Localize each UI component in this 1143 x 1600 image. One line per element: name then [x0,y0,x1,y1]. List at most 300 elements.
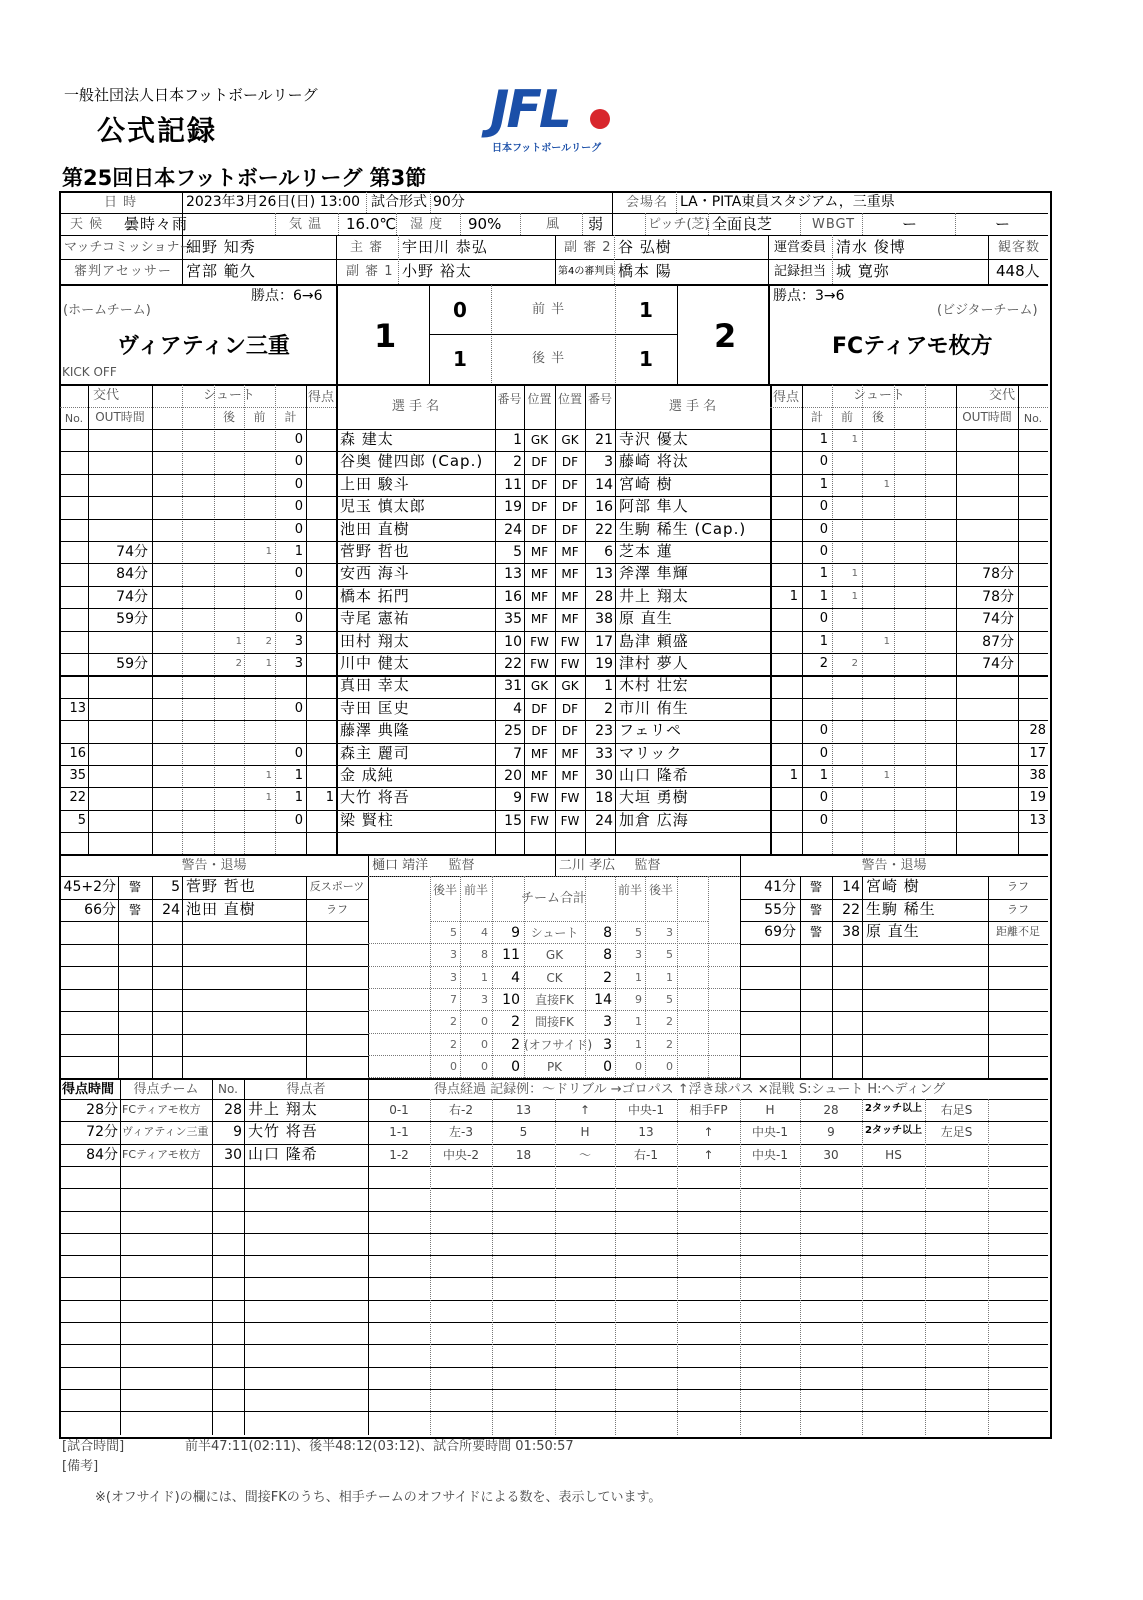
away-cards-header: 警告・退場 [861,858,927,873]
home-cards-header: 警告・退場 [181,858,247,873]
home-after-half-header: 後半 [432,883,457,897]
goal-process-step: 30 [823,1148,839,1162]
home-manager-name: 樋口 靖洋 [372,858,429,873]
temp-label: 気 温 [289,217,323,232]
away-sub-no: 13 [1029,813,1046,828]
away-player-number: 21 [595,432,613,448]
wbgt-value: ー [902,215,918,233]
away-player-number: 24 [595,813,613,829]
away-player-name: 斧澤 隼輝 [619,564,689,582]
home-player-number: 10 [504,634,522,650]
recorder-value: 城 寛弥 [836,262,890,280]
away-total-value: 8 [603,925,612,941]
home-label: (ホームチーム) [63,303,151,318]
away-1st-half-value: 5 [635,926,642,939]
away-player-number: 19 [595,656,613,672]
goal-team-header: 得点チーム [133,1082,199,1097]
doc-title: 公式記録 [97,114,218,147]
home-player-position: GK [530,679,549,693]
card-player-name: 菅野 哲也 [186,877,256,895]
away-2nd-half-value: 3 [666,926,673,939]
home-total-value: 11 [502,947,520,963]
away-player-name: 津村 夢人 [619,654,689,672]
home-player-number: 25 [504,723,522,739]
away-total-value: 8 [603,947,612,963]
card-time: 66分 [84,902,116,918]
home-shot-total: 3 [294,656,303,671]
card-reason: ラフ [1007,903,1029,916]
away-player-name: 寺沢 優太 [619,430,689,448]
away-player-name: 生駒 稀生 (Cap.) [619,520,747,538]
match-commissioner-value: 細野 知秀 [186,238,256,256]
home-total-value: 9 [511,925,520,941]
away-shot-total: 1 [819,634,828,649]
assessor-label: 審判アセッサー [74,264,172,279]
away-player-number: 18 [595,790,613,806]
home-player-name: 真田 幸太 [340,676,410,694]
card-player-name: 宮崎 樹 [866,877,920,895]
home-total-value: 4 [511,970,520,986]
goal-scorer-name: 山口 隆希 [248,1145,318,1163]
home-out-time: 74分 [116,589,148,605]
match-commissioner-label: マッチコミッショナー [64,240,193,255]
stat-label: PK [546,1060,563,1074]
recorder-label: 記録担当 [774,264,827,279]
away-shot-total: 0 [819,499,828,514]
assessor-value: 宮部 範久 [186,262,256,280]
home-shot-total: 3 [294,634,303,649]
home-2nd-half-value: 7 [450,993,457,1006]
venue-label: 会場名 [626,195,669,210]
away-player-name: 市川 侑生 [619,699,689,717]
offside-note: ※(オフサイド)の欄には、間接FKのうち、相手チームのオフサイドによる数を、表示しています。 [95,1490,662,1505]
home-player-number: 7 [513,746,522,762]
away-manager-header: 監督 [634,858,661,873]
goal-process-step: 左足S [940,1125,973,1139]
away-1st-half-value: 1 [635,971,642,984]
away-player-position: FW [560,635,580,649]
away-shot-before: 1 [851,434,858,445]
goal-process-step: 右-1 [634,1148,658,1162]
card-player-number: 14 [842,879,860,895]
home-player-position: DF [531,702,548,716]
home-player-number: 19 [504,499,522,515]
home-shot-before: 1 [265,546,272,557]
away-player-position: MF [561,590,579,604]
home-shot-total: 0 [294,746,303,761]
card-reason: ラフ [1007,880,1029,893]
home-total-value: 0 [511,1059,520,1075]
stat-label: (オフサイド) [524,1038,593,1052]
card-player-number: 22 [842,902,860,918]
goal-no-header: No. [218,1082,238,1096]
away-player-number: 1 [604,678,613,694]
away-shot-total: 1 [819,432,828,447]
match-time-value: 前半47:11(02:11)、後半48:12(03:12)、試合所要時間 01:50:57 [185,1439,574,1454]
home-player-number: 13 [504,566,522,582]
home-no-header: No. [64,412,84,425]
goal-time: 84分 [86,1147,118,1163]
away-shot-total: 0 [819,790,828,805]
home-out-time: 59分 [116,656,148,672]
home-shot-after: 1 [235,636,242,647]
home-1st-half-value: 3 [481,993,488,1006]
away-player-number: 2 [604,701,613,717]
home-player-position: FW [530,814,549,828]
away-player-number: 13 [595,566,613,582]
away-before-header: 前 [840,410,853,424]
card-time: 69分 [764,924,796,940]
card-reason: ラフ [326,903,348,916]
home-1st-half-value: 0 [481,1060,488,1073]
home-2nd-half-value: 2 [450,1015,457,1028]
away-player-name: 芝本 蓮 [619,542,673,560]
home-out-header: OUT時間 [95,410,145,424]
home-goal-header: 得点 [307,390,334,405]
away-2nd-half-value: 2 [666,1038,673,1051]
home-num-header: 番号 [497,392,522,406]
away-player-name: 加倉 広海 [619,811,689,829]
away-1st-half-value: 1 [635,1038,642,1051]
away-shot-total: 0 [819,813,828,828]
away-num-header: 番号 [587,392,612,406]
home-shot-before: 1 [265,658,272,669]
card-type: 警 [809,903,822,917]
home-player-number: 22 [504,656,522,672]
home-player-number: 20 [504,768,522,784]
away-shot-total: 1 [819,477,828,492]
logo-subtitle: 日本フットボールリーグ [492,143,602,154]
away-player-name: マリック [619,744,683,762]
home-sub-header: 交代 [92,388,119,403]
away-total-value: 0 [603,1059,612,1075]
home-player-name: 田村 翔太 [340,632,410,650]
ops-value: 清水 俊博 [836,238,906,256]
away-sub-no: 19 [1029,790,1046,805]
away-total-header: 計 [810,410,823,424]
home-player-name: 森主 麗司 [340,744,410,762]
away-player-name: フェリペ [619,721,682,739]
home-player-number: 5 [513,544,522,560]
home-player-name: 梁 賢柱 [340,811,394,829]
goal-process-step: 中央-1 [752,1148,788,1162]
stat-label: シュート [530,926,579,940]
goal-process-step: 28 [823,1103,839,1117]
stat-label: CK [546,971,563,985]
attendance-label: 観客数 [998,240,1041,255]
referee-label: 主 審 [350,240,384,255]
away-goals: 1 [789,768,798,783]
away-player-position: MF [561,769,579,783]
home-total-value: 10 [502,992,520,1008]
home-shot-total: 1 [294,768,303,783]
second-half-label: 後 半 [532,351,566,366]
away-2nd-half-value: 5 [666,993,673,1006]
home-shot-total: 0 [294,454,303,469]
away-team: FCティアモ枚方 [832,334,993,359]
goal-scorer-name: 大竹 将吾 [248,1122,318,1140]
away-2nd-half-value: 0 [666,1060,673,1073]
away-out-time: 78分 [982,566,1014,582]
goal-process-step: 中央-1 [628,1103,664,1117]
away-before-half-header: 前半 [617,883,642,897]
away-1st-half-value: 3 [635,948,642,961]
away-total-score: 2 [714,317,737,355]
home-player-position: MF [530,567,549,581]
home-player-position: MF [530,747,549,761]
home-sub-no: 16 [69,746,86,761]
home-player-position: MF [530,545,549,559]
home-player-name: 橋本 拓門 [340,587,410,605]
home-player-position: DF [531,500,548,514]
card-player-number: 24 [162,902,180,918]
card-player-number: 38 [842,924,860,940]
goal-team: FCティアモ枚方 [122,1148,201,1161]
away-shot-total: 0 [819,746,828,761]
away-shot-total: 0 [819,522,828,537]
away-total-value: 2 [603,970,612,986]
date-label: 日 時 [104,195,138,210]
away-player-position: MF [561,747,579,761]
referee-value: 宇田川 恭弘 [402,238,488,256]
home-shot-total: 0 [294,813,303,828]
wind-label: 風 [546,217,561,232]
home-team: ヴィアティン三重 [117,334,290,359]
away-goals: 1 [789,589,798,604]
humidity-value: 90% [468,215,502,233]
goal-process-step: 右-2 [449,1103,473,1117]
home-player-position: FW [530,635,549,649]
away-player-position: DF [561,455,579,469]
away-player-position: DF [561,724,579,738]
home-player-position: FW [530,657,549,671]
away-2nd-half-value: 2 [666,1015,673,1028]
goal-scorer-header: 得点者 [286,1082,326,1097]
kickoff-label: KICK OFF [62,365,117,379]
home-player-position: DF [531,523,548,537]
away-out-time: 78分 [982,589,1014,605]
home-player-header: 選 手 名 [391,399,440,414]
away-shot-before: 1 [851,591,858,602]
home-player-name: 金 成純 [340,766,394,784]
goal-team: FCティアモ枚方 [122,1103,201,1116]
away-no-header: No. [1023,412,1043,425]
away-total-value: 3 [603,1037,612,1053]
away-player-name: 木村 壮宏 [619,676,689,694]
home-shot-before: 1 [265,770,272,781]
goal-process-step: HS [885,1148,902,1162]
goal-time-header: 得点時間 [62,1082,115,1097]
goal-player-number: 28 [224,1102,242,1118]
home-player-position: DF [531,724,548,738]
wbgt-value-2: ー [995,215,1011,233]
ar2-label: 副 審 2 [564,240,612,255]
home-shot-before: 1 [265,792,272,803]
goal-process-step: H [765,1103,775,1117]
goal-process-step: 2タッチ以上 [865,1103,922,1114]
home-pos-header: 位置 [527,392,552,406]
home-player-position: FW [530,791,549,805]
goal-process-step: 13 [515,1103,532,1117]
away-after-header: 後 [871,410,884,424]
goal-scorer-name: 井上 翔太 [248,1100,318,1118]
away-player-position: MF [561,545,579,559]
home-2nd-half-value: 0 [450,1060,457,1073]
home-player-name: 谷奥 健四郎 (Cap.) [340,452,484,470]
attendance-value: 448人 [996,262,1040,280]
card-player-name: 原 直生 [866,922,920,940]
goal-process-step: ↑ [579,1103,591,1117]
home-1st-half-value: 8 [481,948,488,961]
away-shot-total: 1 [819,768,828,783]
home-player-position: GK [530,433,549,447]
weather-label: 天 候 [70,217,104,232]
away-label: (ビジターチーム) [937,303,1038,318]
home-first-half: 0 [453,298,467,322]
stat-label: 間接FK [535,1015,574,1029]
home-shot-total: 0 [294,589,303,604]
home-player-number: 1 [513,432,522,448]
card-type: 警 [128,880,141,894]
away-total-value: 3 [603,1014,612,1030]
match-title: 第25回日本フットボールリーグ 第3節 [62,166,427,190]
goal-process-step: 18 [515,1148,532,1162]
away-player-position: DF [561,523,579,537]
home-out-time: 59分 [116,611,148,627]
home-player-number: 15 [504,813,522,829]
away-player-number: 14 [595,477,613,493]
pitch-value: 全面良芝 [712,215,773,233]
home-player-name: 安西 海斗 [340,564,410,582]
away-shot-before: 1 [851,568,858,579]
card-player-name: 生駒 稀生 [866,900,936,918]
home-1st-half-value: 1 [481,971,488,984]
away-sub-header: 交代 [988,388,1015,403]
format-value: 90分 [433,194,465,210]
card-player-number: 5 [171,879,180,895]
goal-process-header: 得点経過 記録例：〜ドリブル →ゴロパス ↑浮き球パス ×混戦 S:シュート H:ヘディング [434,1082,946,1097]
ops-label: 運営委員 [774,240,827,255]
home-out-time: 84分 [116,566,148,582]
home-1st-half-value: 4 [481,926,488,939]
home-player-position: DF [531,478,548,492]
weather-value: 曇時々雨 [124,215,189,233]
home-player-position: MF [530,769,549,783]
home-shot-total: 0 [294,477,303,492]
away-player-position: FW [560,814,580,828]
first-half-label: 前 半 [532,302,566,317]
away-shot-total: 0 [819,723,828,738]
home-sub-no: 22 [69,790,86,805]
home-player-number: 9 [513,790,522,806]
away-out-header: OUT時間 [962,410,1012,424]
stat-label: 直接FK [535,993,574,1007]
home-total-value: 2 [511,1037,520,1053]
wbgt-label: WBGT [812,217,856,232]
goal-process-step: 〜 [578,1148,591,1162]
away-goal-header: 得点 [772,390,799,405]
goal-team: ヴィアティン三重 [122,1125,209,1138]
away-manager-name: 二川 孝広 [559,858,616,873]
wind-value: 弱 [588,215,604,233]
match-time-label: [試合時間] [62,1439,125,1454]
home-total-value: 2 [511,1014,520,1030]
home-manager-header: 監督 [448,858,475,873]
home-player-name: 森 建太 [340,430,394,448]
home-player-position: MF [530,590,549,604]
away-sub-no: 28 [1029,723,1046,738]
away-shot-after: 1 [883,770,890,781]
away-player-name: 山口 隆希 [619,766,689,784]
goal-process-step: 左-3 [449,1125,473,1139]
logo-text: JFL [490,80,570,140]
away-player-number: 28 [595,589,613,605]
home-2nd-half-value: 5 [450,926,457,939]
home-goals: 1 [325,790,334,805]
card-reason: 距離不足 [996,925,1040,938]
home-2nd-half-value: 2 [450,1038,457,1051]
humidity-label: 湿 度 [410,217,444,232]
away-player-name: 阿部 隼人 [619,497,689,515]
away-shot-before: 2 [851,658,858,669]
home-player-name: 寺尾 憲祐 [340,609,410,627]
away-player-name: 原 直生 [619,609,673,627]
away-player-position: MF [561,612,579,626]
home-after-header: 後 [222,410,235,424]
card-player-name: 池田 直樹 [186,900,256,918]
away-player-position: GK [561,679,579,693]
home-player-number: 35 [504,611,522,627]
card-time: 45+2分 [63,879,116,895]
goal-process-step: 中央-2 [443,1148,479,1162]
goal-score: 1-2 [389,1148,409,1162]
goal-process-step: 相手FP [689,1103,728,1117]
home-shot-after: 2 [235,658,242,669]
away-1st-half-value: 9 [635,993,642,1006]
away-2nd-half-value: 1 [666,971,673,984]
remarks-label: [備考] [62,1459,99,1474]
home-before-half-header: 前半 [463,883,488,897]
jfl-logo [490,80,620,154]
home-shot-total: 0 [294,611,303,626]
away-first-half: 1 [639,298,653,322]
home-player-position: MF [530,612,549,626]
fourth-official-value: 橋本 陽 [618,262,672,280]
goal-process-step: ↑ [703,1125,714,1139]
goal-process-step: 13 [638,1125,654,1139]
away-pos-header: 位置 [557,392,582,406]
goal-time: 28分 [86,1102,118,1118]
away-player-header: 選 手 名 [668,399,717,414]
ball-icon [590,109,610,129]
away-player-number: 30 [595,768,613,784]
away-player-position: GK [561,433,579,447]
home-shot-total: 0 [294,432,303,447]
away-player-name: 井上 翔太 [619,587,689,605]
goal-player-number: 30 [224,1147,242,1163]
away-player-position: FW [560,657,580,671]
date-value: 2023年3月26日(日) 13:00 [186,194,361,210]
away-shot-total: 1 [819,566,828,581]
home-shot-total: 0 [294,499,303,514]
away-player-number: 33 [595,746,613,762]
away-player-position: DF [561,478,579,492]
away-total-value: 14 [594,992,612,1008]
temp-value: 16.0℃ [346,215,397,233]
away-out-time: 87分 [982,634,1014,650]
away-out-time: 74分 [982,656,1014,672]
card-time: 41分 [764,879,796,895]
